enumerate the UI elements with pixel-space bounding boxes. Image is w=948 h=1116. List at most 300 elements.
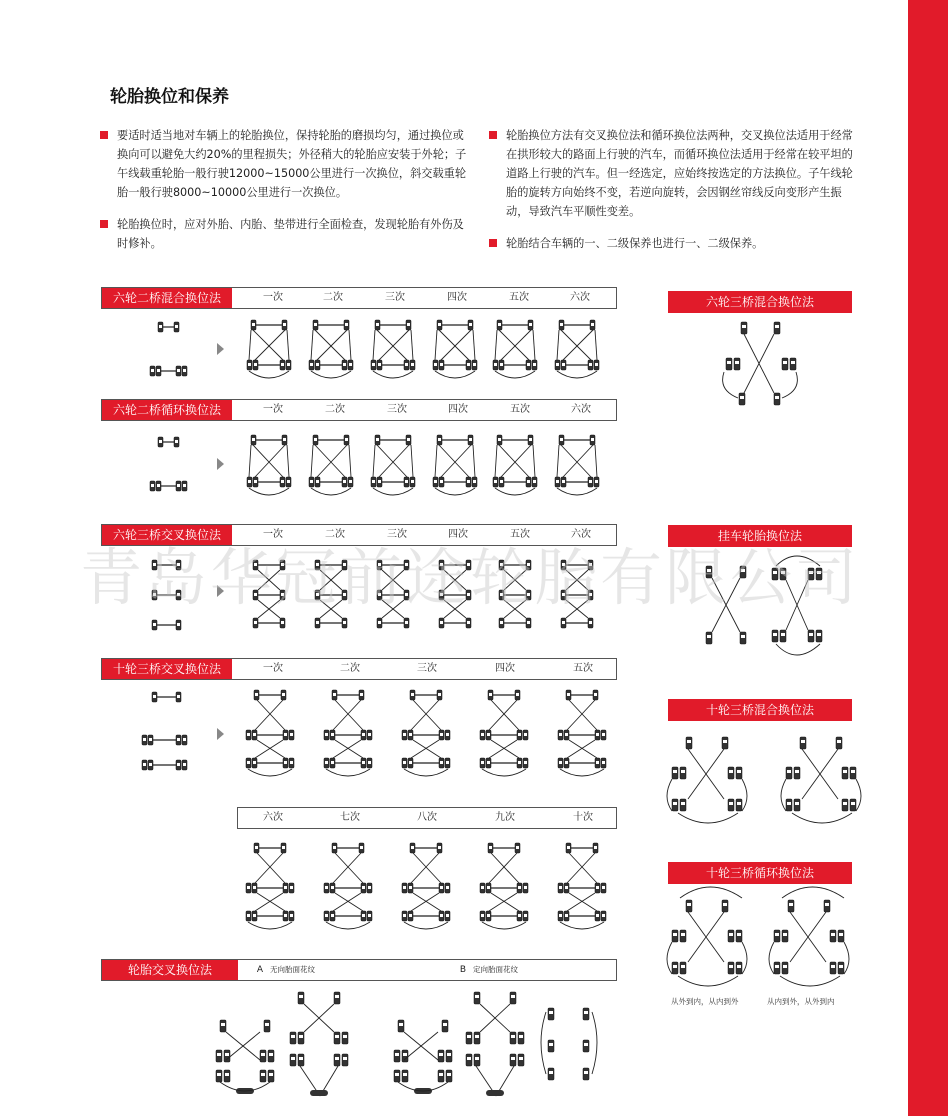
rotation-line (413, 893, 441, 911)
rotation-line (413, 700, 441, 730)
rotation-line (317, 445, 347, 477)
col-label: 四次 (495, 663, 515, 674)
tire-mark (411, 480, 414, 483)
tire-mark (687, 903, 691, 906)
rotation-arc (560, 922, 604, 929)
tire-mark (405, 363, 408, 366)
tire-mark (843, 770, 847, 773)
tire-mark (157, 484, 160, 487)
tire-mark (596, 914, 599, 917)
rotation-arc (482, 769, 526, 776)
tire-mark (143, 738, 146, 741)
tire-mark (254, 363, 257, 366)
page-title: 轮胎换位和保养 (110, 87, 229, 107)
tire-mark (787, 802, 791, 805)
rotation-line (499, 445, 529, 477)
tire-mark (440, 761, 443, 764)
rotation-arc (723, 372, 738, 398)
tire-mark (403, 1073, 407, 1076)
tire-mark (368, 761, 371, 764)
col-label: 六次 (263, 812, 283, 823)
tire-mark (409, 914, 412, 917)
paragraph-left-2: 轮胎换位时，应对外胎、内胎、垫带进行全面检查，发现轮胎有外伤及时修补。 (117, 215, 469, 253)
rotation-line (557, 445, 559, 477)
tire-mark (291, 1057, 295, 1060)
rotation-arc (373, 371, 413, 378)
rotation-line (333, 853, 361, 883)
rotation-line (491, 740, 519, 758)
tire-mark (740, 396, 744, 399)
tire-mark (175, 440, 178, 443)
rotation-arc (435, 371, 475, 378)
tire-mark (737, 933, 741, 936)
tire-mark (378, 480, 381, 483)
tire-mark (565, 733, 568, 736)
rotation-line (257, 700, 285, 730)
tire-mark (524, 733, 527, 736)
rotation-line (333, 740, 361, 758)
tire-mark (801, 740, 805, 743)
rotation-line (561, 445, 591, 477)
rotation-arc (404, 922, 448, 929)
tire-mark (673, 965, 677, 968)
tire-mark (518, 914, 521, 917)
tire-mark (469, 323, 472, 326)
rotation-line (255, 700, 283, 730)
tire-mark (467, 363, 470, 366)
rotation-line (315, 445, 345, 477)
tire-mark (481, 886, 484, 889)
tire-mark (533, 480, 536, 483)
rotation-line (349, 445, 351, 477)
tire-mark (565, 914, 568, 917)
tire-mark (183, 484, 186, 487)
tire-mark (177, 623, 180, 626)
rotation-line (287, 330, 289, 360)
arrow-icon (217, 458, 224, 470)
tire-mark (673, 770, 677, 773)
tire-mark (159, 325, 162, 328)
rotation-arc (557, 488, 597, 495)
tire-mark (529, 438, 532, 441)
rotation-arc (326, 922, 370, 929)
tire-mark (362, 914, 365, 917)
tire-mark (343, 363, 346, 366)
tire-mark (261, 1073, 265, 1076)
rotation-line (379, 330, 409, 360)
note-left: 从外到内，从内到外 (671, 997, 739, 1006)
tire-mark (589, 363, 592, 366)
tire-mark (584, 1043, 588, 1046)
tire-mark (290, 733, 293, 736)
tire-mark (221, 1023, 225, 1026)
rotation-line (335, 853, 363, 883)
tire-mark (183, 763, 186, 766)
rotation-line (567, 853, 595, 883)
rotation-line (255, 445, 285, 477)
rotation-line (473, 445, 475, 477)
col-label: 三次 (387, 404, 407, 415)
tire-mark (527, 363, 530, 366)
tire-mark (524, 914, 527, 917)
side-label-1: 六轮三桥混合换位法 (668, 291, 852, 313)
tire-mark (252, 438, 255, 441)
rotation-line (501, 330, 531, 360)
rotation-line (495, 330, 497, 360)
tire-mark (565, 886, 568, 889)
rotation-line (473, 330, 475, 360)
tire-mark (519, 1035, 523, 1038)
rotation-line (349, 330, 351, 360)
tire-mark (729, 802, 733, 805)
tire-mark (481, 761, 484, 764)
tire-mark (795, 770, 799, 773)
rotation-line (563, 330, 593, 360)
tire-mark (440, 480, 443, 483)
tire-mark (252, 323, 255, 326)
tire-mark (567, 846, 570, 849)
rotation-line (561, 330, 591, 360)
rotation-arc (678, 813, 738, 823)
tire-mark (405, 480, 408, 483)
tire-mark (556, 480, 559, 483)
tire-mark (287, 480, 290, 483)
tire-mark (378, 621, 381, 624)
tire-mark (524, 761, 527, 764)
tire-mark (775, 396, 779, 399)
rotation-arc (667, 779, 672, 811)
tire-mark (151, 484, 154, 487)
tire-mark (791, 361, 795, 364)
tire-mark (795, 802, 799, 805)
tire-mark (378, 363, 381, 366)
tire-mark (487, 914, 490, 917)
tire-mark (157, 369, 160, 372)
tire-mark (475, 1035, 479, 1038)
tire-mark (411, 846, 414, 849)
tire-mark (837, 740, 841, 743)
tire-mark (282, 846, 285, 849)
col-label: 一次 (263, 529, 283, 540)
tire-mark (843, 802, 847, 805)
rotation-line (489, 853, 517, 883)
tire-mark (681, 965, 685, 968)
tire-mark (177, 484, 180, 487)
tire-mark (440, 621, 443, 624)
rotation-arc (742, 779, 747, 811)
tire-mark (473, 480, 476, 483)
paragraph-left-1: 要适时适当地对车辆上的轮胎换位，保持轮胎的磨损均匀，通过换位或换向可以避免大约20%的里程损失；外径稍大的轮胎应安装于外轮；子午线载重轮胎一般行驶12000~15000公里进行一次换位，斜交载重轮胎一般行驶8000~10000公里进行一次换位。 (117, 126, 469, 202)
tire-mark (284, 914, 287, 917)
tire-mark (290, 914, 293, 917)
tire-mark (247, 886, 250, 889)
tire-mark (411, 693, 414, 696)
tire-mark (447, 1053, 451, 1056)
tire-mark (817, 633, 821, 636)
tire-mark (440, 363, 443, 366)
section-label: 六轮二桥循环换位法 (102, 400, 232, 420)
tire-mark (434, 363, 437, 366)
rotation-line (373, 445, 375, 477)
tire-mark (247, 914, 250, 917)
tire-mark (290, 886, 293, 889)
tire-mark (487, 761, 490, 764)
tire-mark (596, 733, 599, 736)
rotation-arc (742, 942, 747, 974)
rotation-arc (311, 488, 351, 495)
col-label: 五次 (510, 529, 530, 540)
tire-mark (440, 914, 443, 917)
tire-mark (562, 363, 565, 366)
tire-mark (368, 914, 371, 917)
rotation-arc (495, 488, 535, 495)
paragraph-right-2: 轮胎结合车辆的一、二级保养也进行一、二级保养。 (506, 234, 862, 253)
rotation-line (333, 893, 361, 911)
tire-mark (316, 621, 319, 624)
tire-mark (343, 480, 346, 483)
tire-mark (602, 886, 605, 889)
tire-mark (217, 1073, 221, 1076)
tire-mark (316, 480, 319, 483)
rotation-line (435, 330, 437, 360)
tire-mark (291, 1035, 295, 1038)
tire-mark (596, 761, 599, 764)
tire-mark (723, 903, 727, 906)
tire-mark (287, 363, 290, 366)
section-label: 轮胎交叉换位法 (102, 960, 238, 980)
tire-mark (727, 361, 731, 364)
tire-mark (500, 621, 503, 624)
tire-mark (335, 1057, 339, 1060)
tire-mark (316, 363, 319, 366)
rotation-arc (373, 488, 413, 495)
col-label: 三次 (417, 663, 437, 674)
tire-mark (511, 1057, 515, 1060)
rotation-arc (435, 488, 475, 495)
rotation-line (435, 445, 437, 477)
tire-mark (395, 1053, 399, 1056)
spare-tire-icon (486, 1090, 504, 1096)
tire-mark (372, 363, 375, 366)
rotation-arc (557, 371, 597, 378)
tire-mark (299, 995, 303, 998)
tire-mark (282, 693, 285, 696)
tire-mark (217, 1053, 221, 1056)
tire-mark (343, 1035, 347, 1038)
rotation-line (411, 893, 439, 911)
tire-mark (809, 633, 813, 636)
rotation-line (413, 740, 441, 758)
rotation-line (257, 740, 285, 758)
tire-mark (500, 363, 503, 366)
section-label: 十轮三桥交叉换位法 (102, 659, 232, 679)
tire-mark (434, 480, 437, 483)
tire-mark (440, 886, 443, 889)
rotation-arc (782, 887, 844, 898)
tire-mark (735, 361, 739, 364)
tire-mark (467, 480, 470, 483)
rotation-line (311, 445, 313, 477)
rotation-line (287, 445, 289, 477)
tire-mark (562, 480, 565, 483)
tire-mark (403, 733, 406, 736)
tire-mark (831, 933, 835, 936)
col-label: 六次 (571, 529, 591, 540)
rotation-line (439, 445, 469, 477)
rotation-line (489, 700, 517, 730)
rotation-arc (495, 371, 535, 378)
tire-mark (438, 693, 441, 696)
tire-mark (783, 965, 787, 968)
tire-mark (839, 965, 843, 968)
rotation-line (311, 330, 313, 360)
tire-mark (560, 438, 563, 441)
rotation-line (569, 893, 597, 911)
tire-mark (283, 438, 286, 441)
tire-mark (741, 635, 745, 638)
tire-mark (783, 933, 787, 936)
tire-mark (372, 480, 375, 483)
rotation-line (255, 853, 283, 883)
tire-mark (687, 740, 691, 743)
option-b-label: 定向胎面花纹 (473, 965, 518, 974)
rotation-line (377, 330, 407, 360)
tire-mark (331, 733, 334, 736)
tire-mark (511, 1035, 515, 1038)
tire-mark (591, 438, 594, 441)
tire-mark (438, 323, 441, 326)
rotation-line (411, 700, 439, 730)
tire-mark (335, 1035, 339, 1038)
tire-mark (549, 1043, 553, 1046)
rotation-arc (249, 488, 289, 495)
tire-mark (314, 323, 317, 326)
col-label: 八次 (417, 812, 437, 823)
rotation-arc (592, 1012, 597, 1074)
tire-mark (559, 886, 562, 889)
option-a-label: 无向胎面花纹 (270, 965, 315, 974)
tire-mark (475, 995, 479, 998)
rotation-line (567, 893, 595, 911)
tire-mark (254, 621, 257, 624)
tire-mark (489, 693, 492, 696)
rotation-line (567, 700, 595, 730)
rotation-line (569, 853, 597, 883)
tire-mark (729, 770, 733, 773)
tire-mark (290, 761, 293, 764)
spare-tire-icon (310, 1090, 328, 1096)
tire-mark (325, 886, 328, 889)
tire-mark (559, 761, 562, 764)
tire-mark (481, 733, 484, 736)
tire-mark (443, 1023, 447, 1026)
tire-mark (518, 733, 521, 736)
tire-mark (518, 886, 521, 889)
col-label: 二次 (325, 404, 345, 415)
tire-mark (737, 802, 741, 805)
tire-mark (403, 1053, 407, 1056)
rotation-arc (856, 779, 861, 811)
tire-mark (527, 480, 530, 483)
tire-mark (559, 914, 562, 917)
tire-mark (498, 323, 501, 326)
rotation-line (253, 330, 283, 360)
tire-mark (707, 635, 711, 638)
side-label-4: 十轮三桥循环换位法 (668, 862, 852, 884)
tire-mark (335, 995, 339, 998)
rotation-line (257, 853, 285, 883)
rotation-line (595, 330, 597, 360)
tire-mark (439, 1073, 443, 1076)
tire-mark (559, 733, 562, 736)
rotation-line (491, 893, 519, 911)
tire-mark (524, 886, 527, 889)
tire-mark (151, 369, 154, 372)
tire-mark (331, 886, 334, 889)
rotation-arc (678, 976, 738, 986)
tire-mark (284, 761, 287, 764)
rotation-line (569, 740, 597, 758)
tire-mark (299, 1035, 303, 1038)
tire-mark (409, 761, 412, 764)
rotation-arc (680, 887, 742, 898)
tire-mark (395, 1073, 399, 1076)
tire-mark (345, 323, 348, 326)
tire-mark (225, 1053, 229, 1056)
tire-mark (596, 886, 599, 889)
tire-mark (310, 363, 313, 366)
tire-mark (253, 886, 256, 889)
tire-mark (403, 761, 406, 764)
tire-mark (325, 914, 328, 917)
rotation-arc (249, 371, 289, 378)
tire-mark (376, 323, 379, 326)
tire-mark (248, 480, 251, 483)
tire-mark (831, 965, 835, 968)
tire-mark (773, 633, 777, 636)
tire-mark (591, 323, 594, 326)
rotation-arc (541, 1012, 546, 1074)
tire-mark (594, 846, 597, 849)
tire-mark (567, 693, 570, 696)
rotation-line (253, 445, 283, 477)
rotation-line (335, 740, 363, 758)
tire-mark (411, 363, 414, 366)
rotation-line (441, 445, 471, 477)
tire-mark (498, 438, 501, 441)
tire-mark (254, 480, 257, 483)
tire-mark (446, 914, 449, 917)
tire-mark (183, 369, 186, 372)
rotation-arc (326, 769, 370, 776)
tire-mark (494, 363, 497, 366)
section-label: 六轮三桥交叉换位法 (102, 525, 232, 545)
tire-mark (584, 1011, 588, 1014)
tire-mark (159, 440, 162, 443)
rotation-line (491, 853, 519, 883)
tire-mark (349, 363, 352, 366)
rotation-line (255, 740, 283, 758)
tire-mark (775, 325, 779, 328)
tire-mark (177, 695, 180, 698)
rotation-line (495, 445, 497, 477)
tire-mark (467, 1035, 471, 1038)
tire-mark (284, 733, 287, 736)
tire-mark (343, 621, 346, 624)
tire-mark (494, 480, 497, 483)
side-label-3: 十轮三桥混合换位法 (668, 699, 852, 721)
tire-mark (314, 438, 317, 441)
